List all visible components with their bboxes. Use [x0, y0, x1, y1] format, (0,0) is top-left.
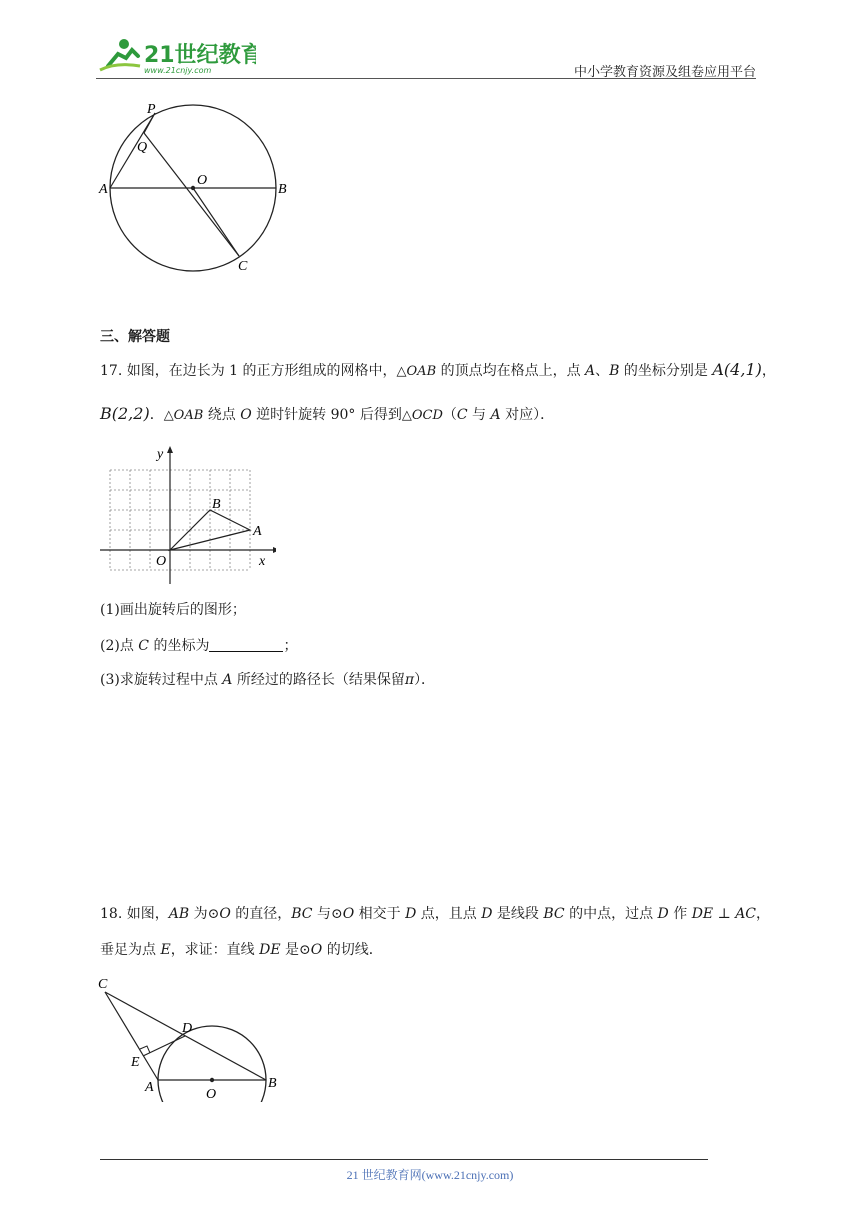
site-logo[interactable]: [96, 36, 256, 76]
circle-figure-16: [96, 98, 306, 278]
label-D: D: [182, 1021, 193, 1036]
q17-line1: 17. 如图，在边长为 1 的正方形组成的网格中，△OAB 的顶点均在格点上，点 A、B 的坐标分别是 A(4,1)，: [100, 360, 776, 379]
label-O: O: [156, 554, 167, 569]
label-A: A: [99, 182, 108, 197]
label-Q: Q: [137, 140, 148, 155]
q17-sub2: (2)点 C 的坐标为 ；: [100, 638, 298, 654]
q17-line2: B(2,2)．△OAB 绕点 O 逆时针旋转 90° 后得到△OCD（C 与 A 对应）．: [100, 404, 555, 423]
label-C: C: [238, 259, 248, 274]
circle-figure-18: [96, 972, 296, 1102]
logo-url: www.21cnjy.com: [144, 66, 212, 75]
footer-divider: [100, 1159, 708, 1160]
label-B: B: [278, 182, 287, 197]
label-B: B: [268, 1076, 277, 1091]
label-C: C: [98, 977, 108, 992]
axis-y-label: y: [157, 447, 164, 462]
label-O: O: [206, 1087, 217, 1102]
footer-link[interactable]: 21 世纪教育网(www.21cnjy.com): [346, 1168, 514, 1182]
q18-line1: 18. 如图，AB 为⊙O 的直径，BC 与⊙O 相交于 D 点，且点 D 是线段 BC 的中点，过点 D 作 DE ⊥ AC，: [100, 906, 771, 922]
label-A: A: [253, 524, 262, 539]
section-title: 三、解答题: [100, 329, 170, 345]
label-A: A: [145, 1080, 154, 1095]
header-platform-text: 中小学教育资源及组卷应用平台: [573, 65, 756, 80]
axis-x-label: x: [259, 554, 266, 569]
logo-text: 21世纪教育: [144, 43, 256, 68]
q17-sub1: (1)画出旋转后的图形；: [100, 602, 246, 618]
label-B: B: [212, 497, 221, 512]
q17-sub3: (3)求旋转过程中点 A 所经过的路径长（结果保留π）．: [100, 672, 436, 688]
logo-graphic: [96, 36, 256, 76]
answer-blank[interactable]: [209, 637, 283, 652]
label-P: P: [147, 102, 156, 117]
label-E: E: [131, 1055, 140, 1070]
label-O: O: [197, 173, 208, 188]
header-divider: [96, 78, 756, 79]
q18-line2: 垂足为点 E，求证：直线 DE 是⊙O 的切线．: [100, 942, 383, 958]
grid-figure-17: [96, 442, 276, 590]
